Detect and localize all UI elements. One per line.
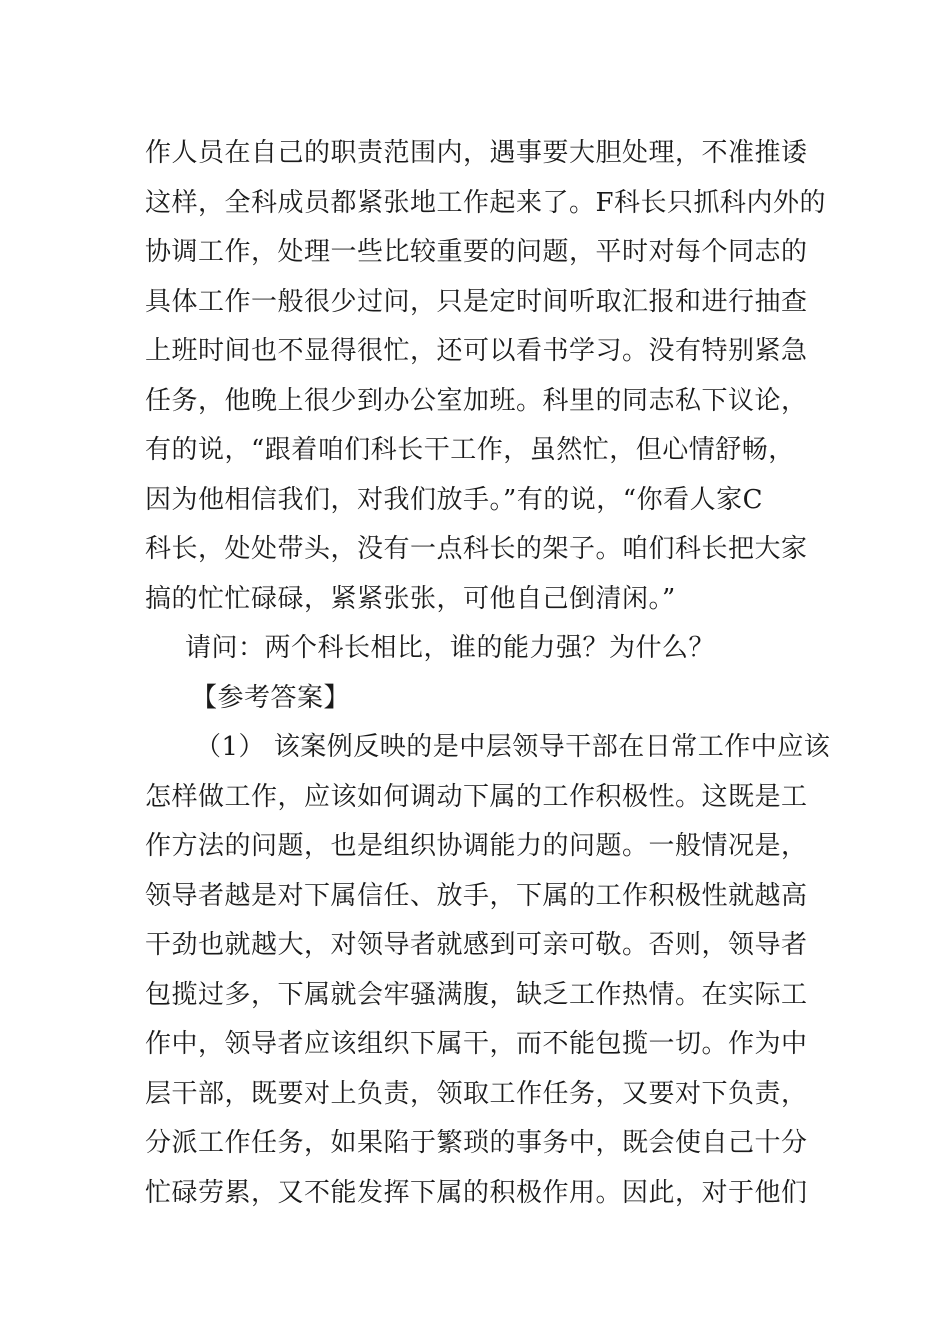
answer-line: 分派工作任务，如果陷于繁琐的事务中，既会使自己十分 [145, 1128, 808, 1158]
answer-line: 作方法的问题，也是组织协调能力的问题。一般情况是， [145, 831, 808, 861]
text-line: 任务，他晚上很少到办公室加班。科里的同志私下议论， [145, 385, 808, 416]
answer-line: 包揽过多，下属就会牢骚满腹，缺乏工作热情。在实际工 [145, 979, 808, 1010]
answer-line: 怎样做工作，应该如何调动下属的工作积极性。这既是工 [145, 781, 808, 812]
text-line: 搞的忙忙碌碌，紧紧张张，可他自己倒清闲。” [145, 583, 676, 614]
text-line: 上班时间也不显得很忙，还可以看书学习。没有特别紧急 [145, 336, 808, 366]
answer-heading: 【参考答案】 [191, 682, 351, 713]
text-line: 协调工作，处理一些比较重要的问题，平时对每个同志的 [145, 237, 808, 267]
text-line: 有的说，“跟着咱们科长干工作，虽然忙，但心情舒畅， [145, 435, 795, 465]
text-line: 科长，处处带头，没有一点科长的架子。咱们科长把大家 [145, 534, 808, 564]
answer-line: 层干部，既要对上负责，领取工作任务，又要对下负责， [145, 1078, 808, 1109]
answer-line: （1） 该案例反映的是中层领导干部在日常工作中应该 [195, 732, 831, 762]
answer-line: 忙碌劳累，又不能发挥下属的积极作用。因此，对于他们 [145, 1177, 808, 1208]
body-text [145, 129, 831, 1218]
text-line: 这样，全科成员都紧张地工作起来了。F科长只抓科内外的 [145, 187, 827, 218]
text-line: 具体工作一般很少过问，只是定时间听取汇报和进行抽查 [145, 286, 808, 317]
question-text: 请问：两个科长相比，谁的能力强？为什么？ [185, 633, 716, 663]
text-line: 作人员在自己的职责范围内，遇事要大胆处理，不准推诿 [145, 138, 808, 168]
answer-line: 领导者越是对下属信任、放手，下属的工作积极性就越高 [145, 880, 808, 911]
answer-line: 作中，领导者应该组织下属干，而不能包揽一切。作为中 [145, 1029, 808, 1059]
text-line: 因为他相信我们，对我们放手。”有的说，“你看人家C [145, 484, 763, 515]
answer-line: 干劲也就越大，对领导者就感到可亲可敬。否则，领导者 [145, 930, 808, 960]
